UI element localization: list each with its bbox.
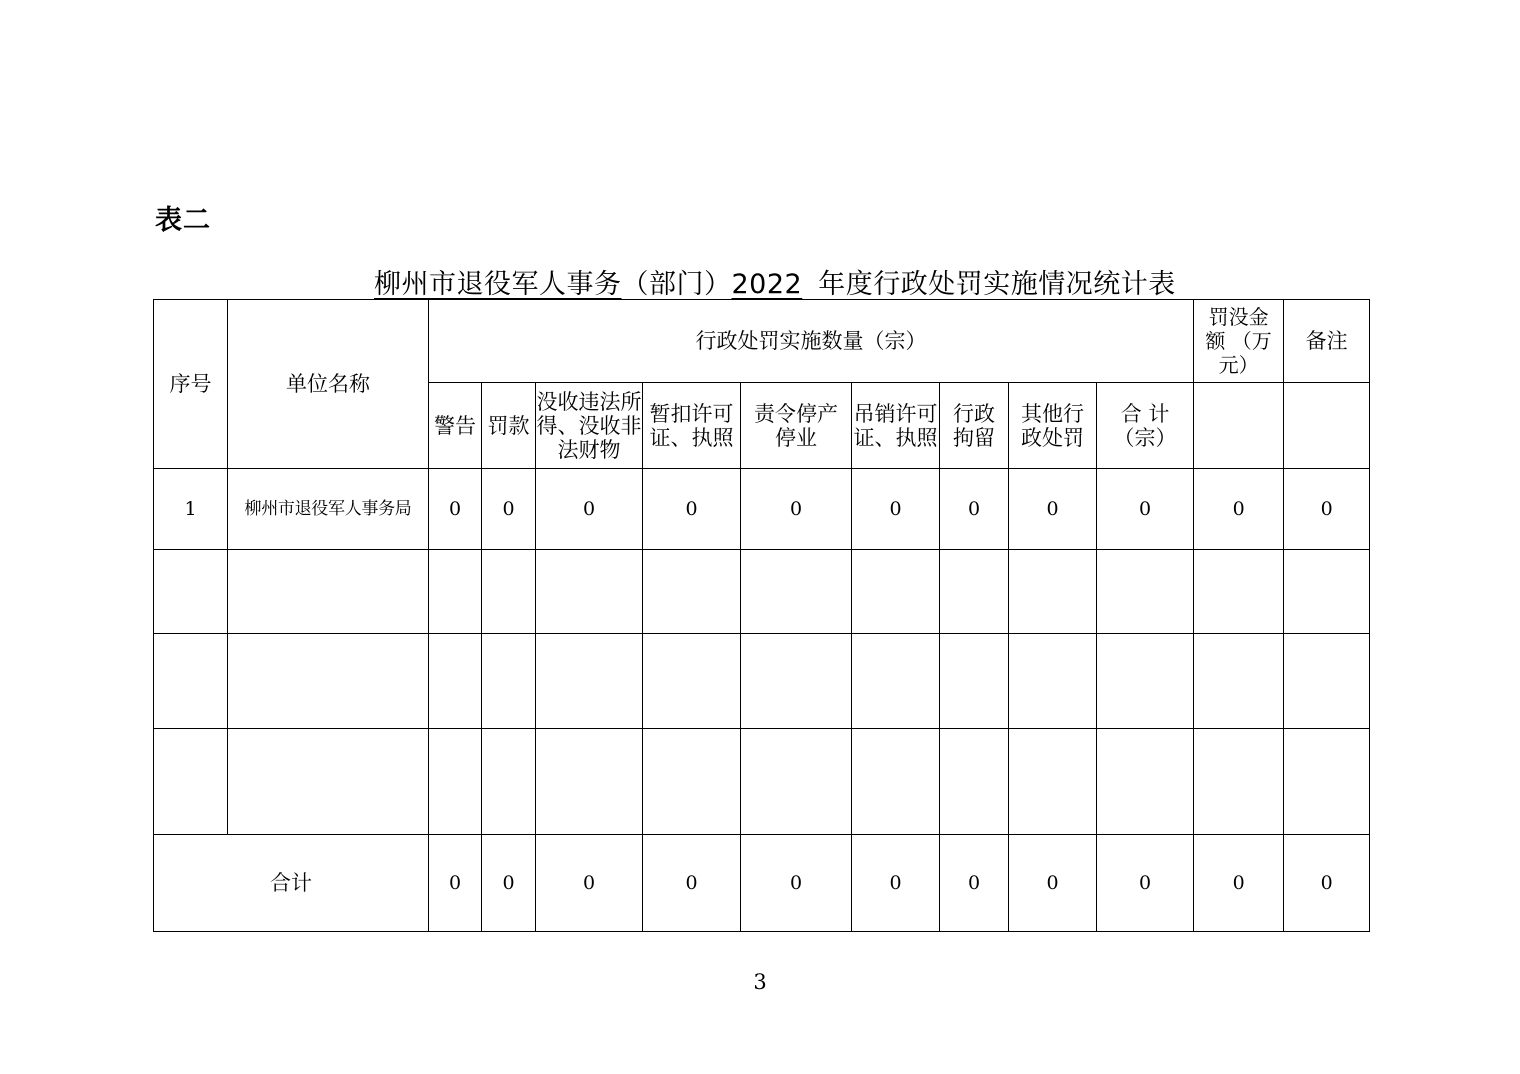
total-fine-amount: 0: [1194, 835, 1284, 932]
cell-remarks: 0: [1284, 469, 1370, 550]
header-fine-amount: 罚没金额 （万元）: [1194, 300, 1284, 383]
cell-production-halt: 0: [741, 469, 852, 550]
header-col-detention: 行政拘留: [940, 383, 1009, 469]
cell-detention: 0: [940, 469, 1009, 550]
title-year: 2022: [731, 269, 803, 300]
total-production-halt: 0: [741, 835, 852, 932]
header-col-total-cases: 合 计（宗）: [1097, 383, 1194, 469]
empty-row: [154, 634, 1370, 729]
header-fine-amount-empty: [1194, 383, 1284, 469]
title-unit: 柳州市退役军人事务: [374, 269, 622, 300]
header-seq: 序号: [154, 300, 228, 469]
cell-license-revocation: 0: [852, 469, 940, 550]
document-title: [374, 262, 1176, 301]
page-number: 3: [753, 970, 767, 994]
table-label: 表二: [155, 205, 211, 236]
title-dept-suffix: （部门）: [621, 269, 732, 300]
total-total-cases: 0: [1097, 835, 1194, 932]
header-col-license-suspension: 暂扣许可证、执照: [643, 383, 741, 469]
title-rest: 年度行政处罚实施情况统计表: [818, 269, 1176, 300]
total-detention: 0: [940, 835, 1009, 932]
empty-row: [154, 729, 1370, 835]
header-col-warning: 警告: [429, 383, 482, 469]
row-seq: 1: [154, 469, 228, 550]
cell-license-suspension: 0: [643, 469, 741, 550]
penalty-statistics-table: [153, 299, 1370, 932]
cell-warning: 0: [429, 469, 482, 550]
total-remarks: 0: [1284, 835, 1370, 932]
total-license-suspension: 0: [643, 835, 741, 932]
row-unit-name: 柳州市退役军人事务局: [228, 469, 429, 550]
header-penalty-count-group: 行政处罚实施数量（宗）: [429, 300, 1194, 383]
header-row-1: [154, 300, 1370, 383]
cell-fine: 0: [482, 469, 536, 550]
empty-row: [154, 550, 1370, 634]
total-license-revocation: 0: [852, 835, 940, 932]
total-other-penalty: 0: [1009, 835, 1097, 932]
header-col-production-halt: 责令停产停业: [741, 383, 852, 469]
total-fine: 0: [482, 835, 536, 932]
total-label: 合计: [154, 835, 429, 932]
header-col-license-revocation: 吊销许可证、执照: [852, 383, 940, 469]
total-confiscation: 0: [536, 835, 643, 932]
header-col-other-penalty: 其他行政处罚: [1009, 383, 1097, 469]
header-col-confiscation: 没收违法所得、没收非法财物: [536, 383, 643, 469]
cell-other-penalty: 0: [1009, 469, 1097, 550]
header-remarks-empty: [1284, 383, 1370, 469]
total-warning: 0: [429, 835, 482, 932]
header-remarks: 备注: [1284, 300, 1370, 383]
header-unit-name: 单位名称: [228, 300, 429, 469]
header-col-fine: 罚款: [482, 383, 536, 469]
table-row: [154, 469, 1370, 550]
total-row: [154, 835, 1370, 932]
cell-total-cases: 0: [1097, 469, 1194, 550]
cell-confiscation: 0: [536, 469, 643, 550]
cell-fine-amount: 0: [1194, 469, 1284, 550]
